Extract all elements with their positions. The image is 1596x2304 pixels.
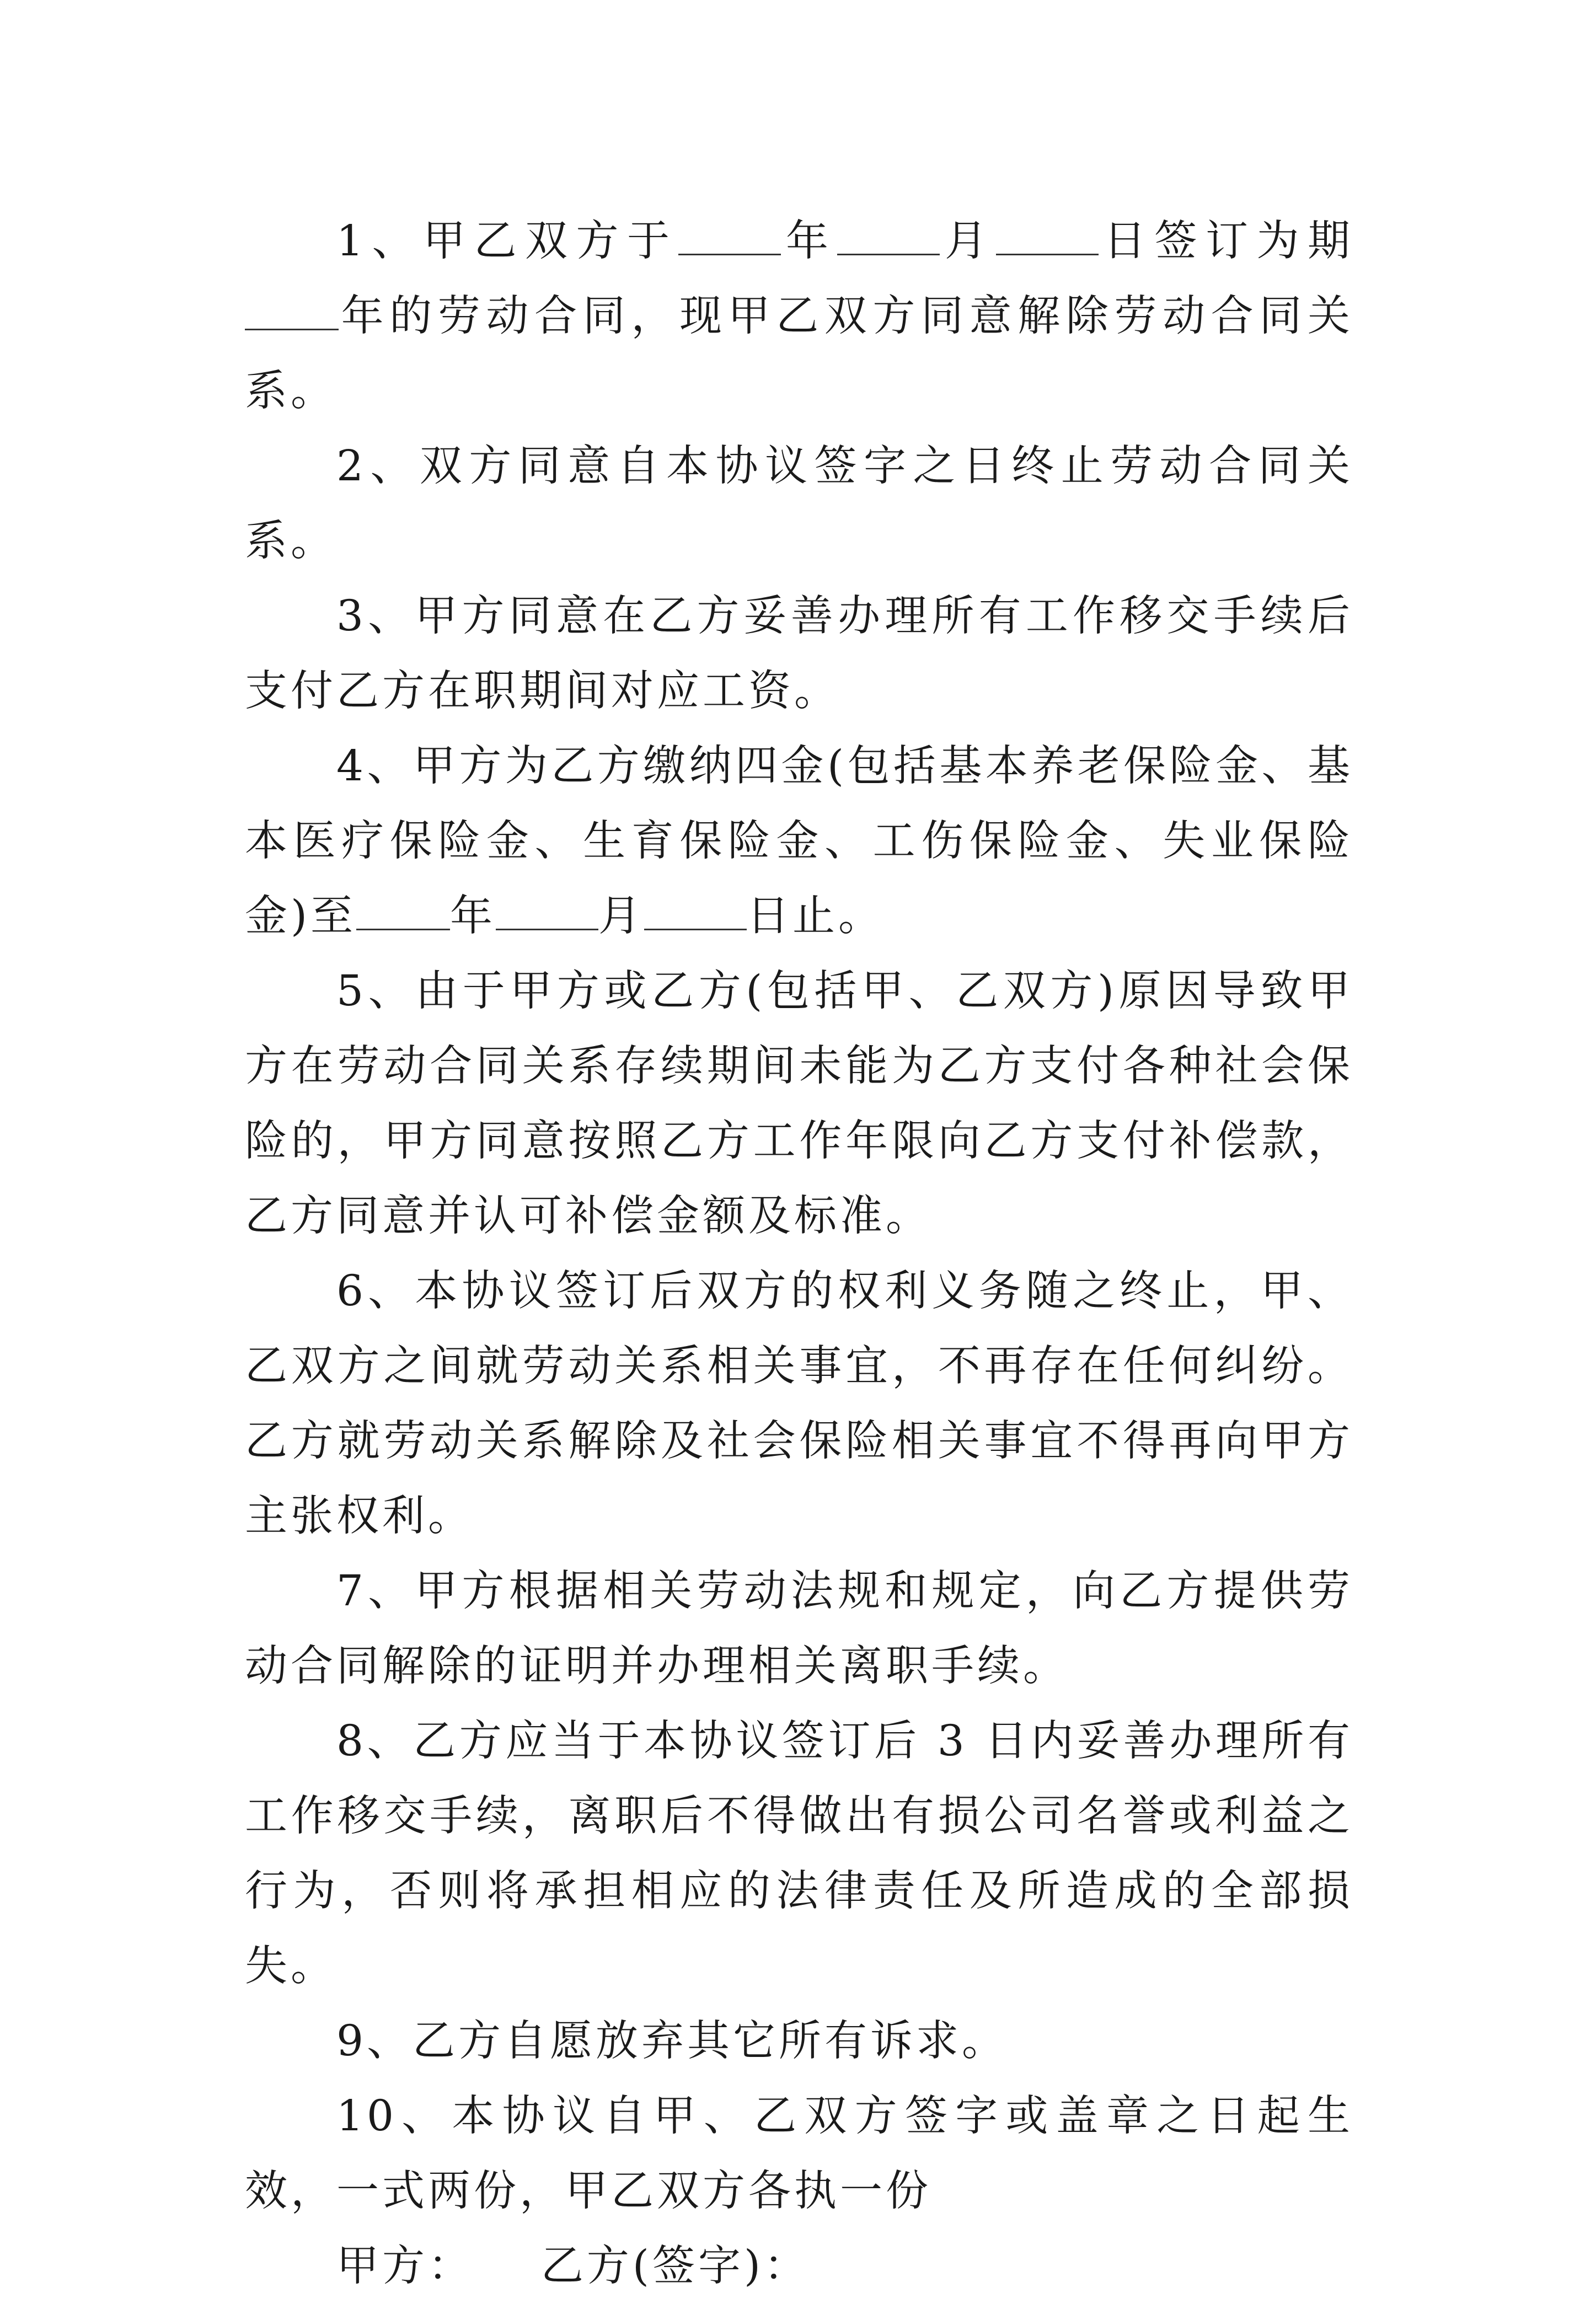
clause-text: 月 xyxy=(939,217,996,266)
blank-field xyxy=(644,886,747,930)
clause-3: 3、甲方同意在乙方妥善办理所有工作移交手续后支付乙方在职期间对应工资。 xyxy=(245,592,1353,716)
clause-6: 6、本协议签订后双方的权利义务随之终止，甲、乙双方之间就劳动关系相关事宜，不再存在任何纠纷。乙方就劳动关系解除及社会保险相关事宜不得再向甲方主张权利。 xyxy=(245,1267,1353,1541)
clause-text: 年的劳动合同，现甲乙双方同意解除劳动合同关系。 xyxy=(245,292,1353,416)
blank-field xyxy=(837,211,940,255)
clause-text: 日止。 xyxy=(747,892,885,941)
clause-2: 2、双方同意自本协议签字之日终止劳动合同关系。 xyxy=(245,442,1353,566)
blank-field xyxy=(356,886,450,930)
clause-8: 8、乙方应当于本协议签订后 3 日内妥善办理所有工作移交手续，离职后不得做出有损公司名誉或利益之行为，否则将承担相应的法律责任及所造成的全部损失。 xyxy=(245,1717,1353,1991)
party-a-signature-label: 甲方： xyxy=(336,2242,474,2291)
agreement-body xyxy=(245,204,1353,2304)
clause-text: 月 xyxy=(598,892,645,941)
clause-text: 年 xyxy=(780,217,837,266)
blank-field xyxy=(678,211,781,255)
clause-text: 1、甲乙双方于 xyxy=(336,217,678,266)
clause-text: 年 xyxy=(450,892,496,941)
blank-field xyxy=(996,211,1099,255)
clause-1 xyxy=(245,204,1353,429)
blank-field xyxy=(245,286,339,330)
clause-text: 4、甲方为乙方缴纳四金(包括基本养老保险金、基本医疗保险金、生育保险金、工伤保险金、失业保险金)至 xyxy=(245,742,1353,941)
clause-7: 7、甲方根据相关劳动法规和规定，向乙方提供劳动合同解除的证明并办理相关离职手续。 xyxy=(245,1567,1353,1691)
clause-text: 日签订为期 xyxy=(1098,217,1353,266)
signature-line xyxy=(245,2229,1353,2304)
party-b-signature-label: 乙方(签字)： xyxy=(540,2242,810,2291)
clause-10: 10、本协议自甲、乙双方签字或盖章之日起生效，一式两份，甲乙双方各执一份 xyxy=(245,2092,1353,2216)
clause-9: 9、乙方自愿放弃其它所有诉求。 xyxy=(336,2017,1008,2066)
clause-5: 5、由于甲方或乙方(包括甲、乙双方)原因导致甲方在劳动合同关系存续期间未能为乙方支付各种社会保险的，甲方同意按照乙方工作年限向乙方支付补偿款，乙方同意并认可补偿金额及标准。 xyxy=(245,967,1353,1241)
clause-4 xyxy=(245,729,1353,954)
blank-field xyxy=(496,886,598,930)
